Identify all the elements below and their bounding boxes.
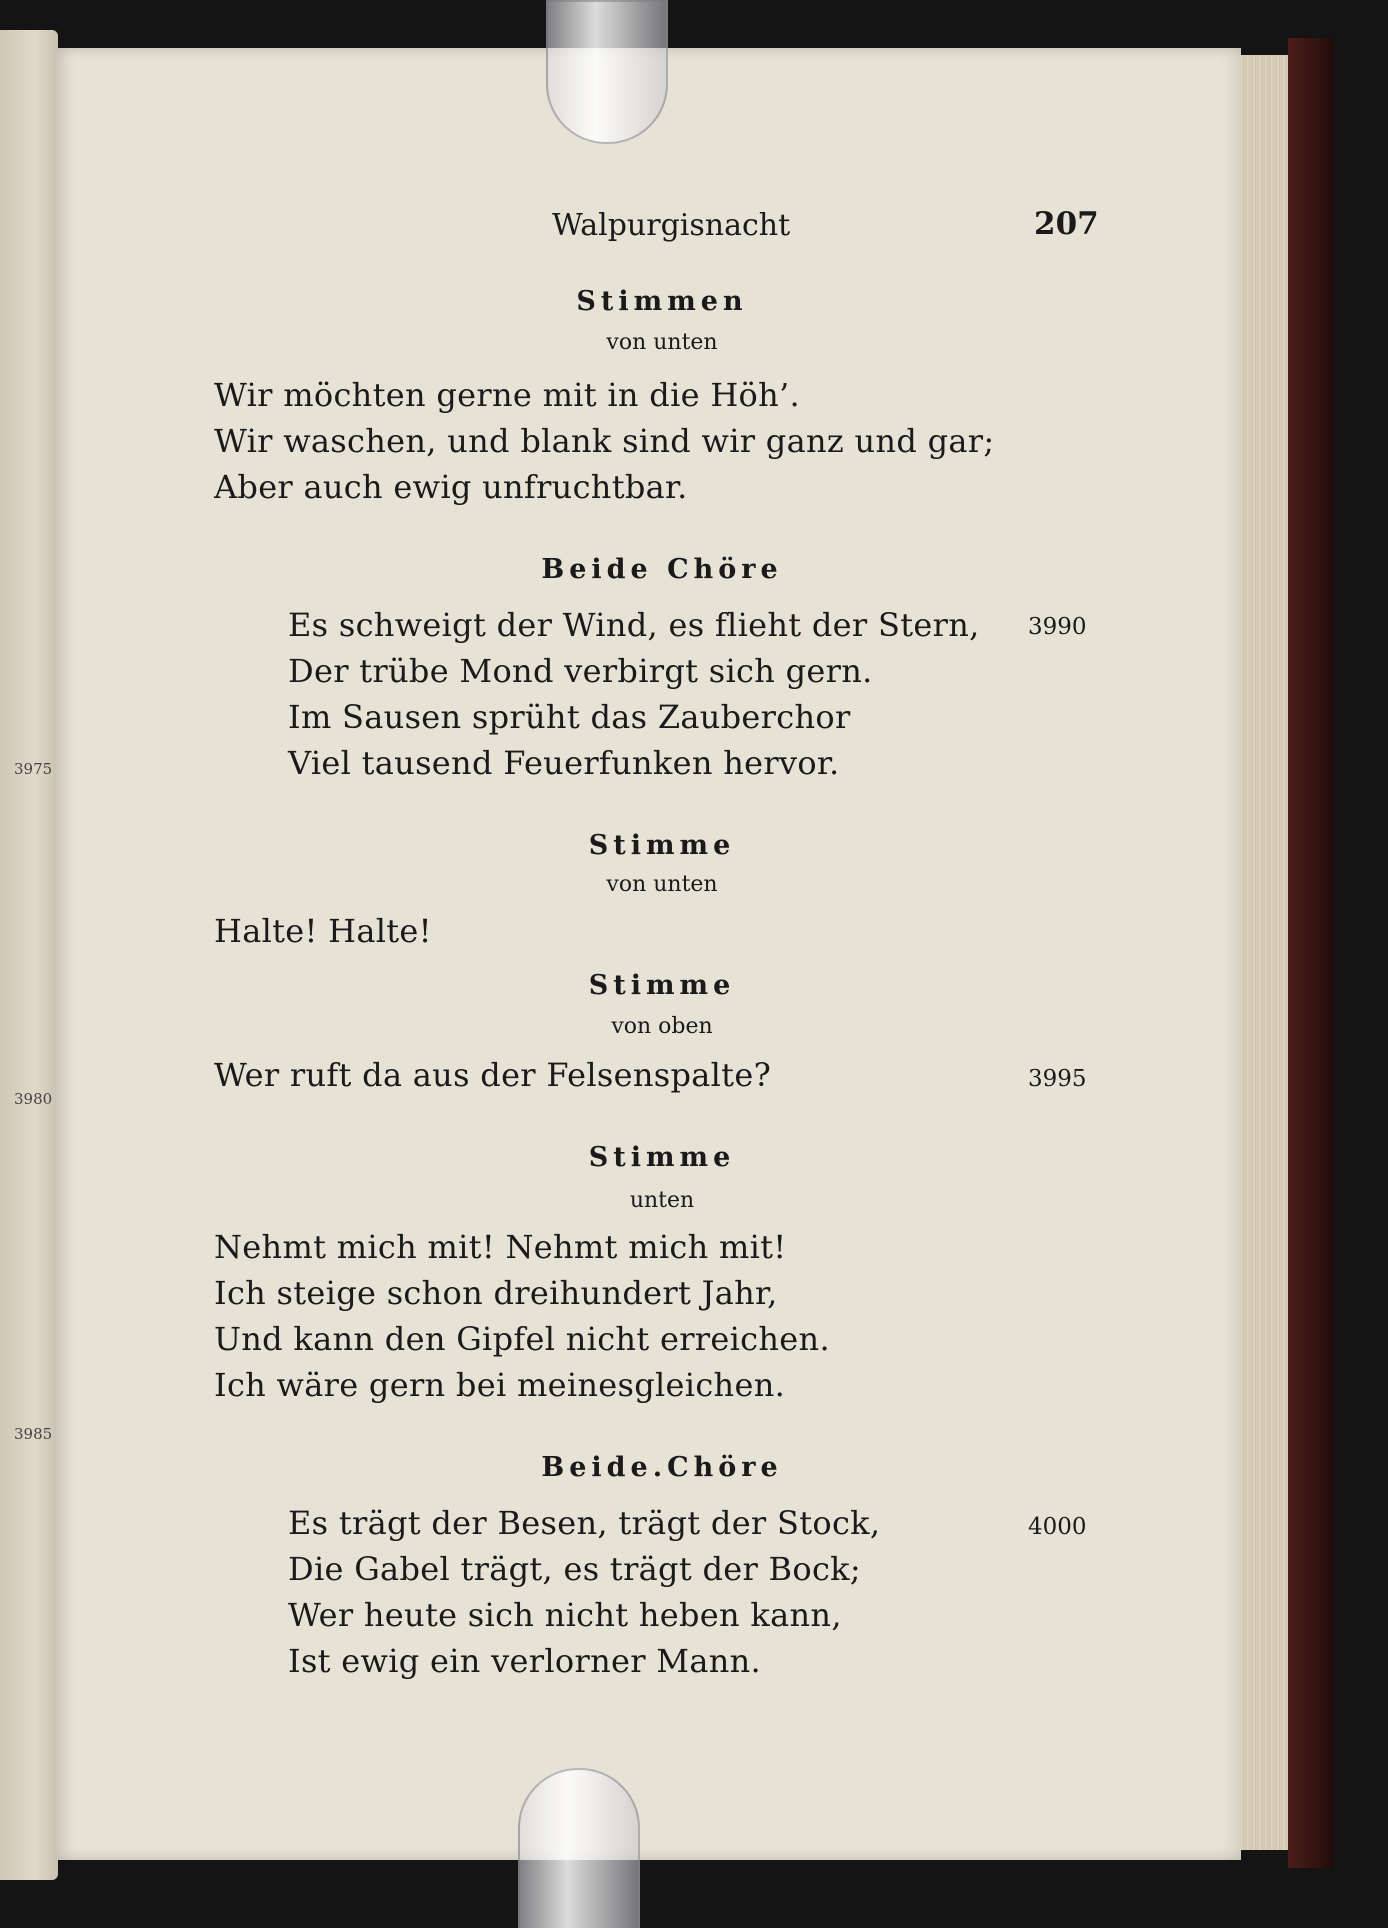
book-page — [56, 48, 1241, 1860]
speaker-heading: Stimme — [588, 970, 736, 1001]
left-line-number: 3985 — [14, 1425, 53, 1443]
verse-line: Wer ruft da aus der Felsenspalte? — [214, 1056, 772, 1094]
speaker-heading: Stimme — [588, 1142, 736, 1173]
verse-line: Es schweigt der Wind, es flieht der Stern, — [288, 606, 980, 644]
stage-direction: von unten — [606, 872, 718, 897]
verse-line: Der trübe Mond verbirgt sich gern. — [288, 652, 873, 690]
stage-direction: von oben — [611, 1014, 713, 1039]
verse-line: Die Gabel trägt, es trägt der Bock; — [288, 1550, 861, 1588]
line-number: 4000 — [1028, 1514, 1087, 1540]
left-line-number: 3980 — [14, 1090, 53, 1108]
stage-direction: unten — [629, 1188, 695, 1213]
previous-page-edge — [0, 30, 58, 1880]
stage-direction: von unten — [606, 330, 718, 355]
page-edge-stack — [1238, 55, 1290, 1850]
verse-line: Es trägt der Besen, trägt der Stock, — [288, 1504, 881, 1542]
speaker-heading: Stimme — [588, 830, 736, 861]
speaker-heading: Beide.Chöre — [541, 1452, 783, 1483]
verse-line: Nehmt mich mit! Nehmt mich mit! — [214, 1228, 787, 1266]
verse-line: Und kann den Gipfel nicht erreichen. — [214, 1320, 830, 1358]
line-number: 3995 — [1028, 1066, 1087, 1092]
running-head: Walpurgisnacht — [552, 208, 791, 243]
verse-line: Wer heute sich nicht heben kann, — [288, 1596, 842, 1634]
speaker-heading: Stimmen — [576, 286, 748, 317]
verse-line: Ich wäre gern bei meinesgleichen. — [214, 1366, 786, 1404]
verse-line: Ist ewig ein verlorner Mann. — [288, 1642, 762, 1680]
page-clip-bottom — [518, 1768, 640, 1928]
page-clip-top — [546, 0, 668, 144]
page-number: 207 — [1034, 206, 1099, 242]
left-line-number: 3975 — [14, 760, 53, 778]
verse-line: Halte! Halte! — [214, 912, 432, 950]
verse-line: Im Sausen sprüht das Zauberchor — [288, 698, 851, 736]
book-cover — [1288, 38, 1334, 1868]
verse-line: Wir möchten gerne mit in die Höh’. — [214, 376, 800, 414]
verse-line: Wir waschen, und blank sind wir ganz und gar; — [214, 422, 995, 460]
verse-line: Ich steige schon dreihundert Jahr, — [214, 1274, 778, 1312]
verse-line: Viel tausend Feuerfunken hervor. — [288, 744, 840, 782]
speaker-heading: Beide Chöre — [541, 554, 783, 585]
verse-line: Aber auch ewig unfruchtbar. — [214, 468, 688, 506]
line-number: 3990 — [1028, 614, 1087, 640]
